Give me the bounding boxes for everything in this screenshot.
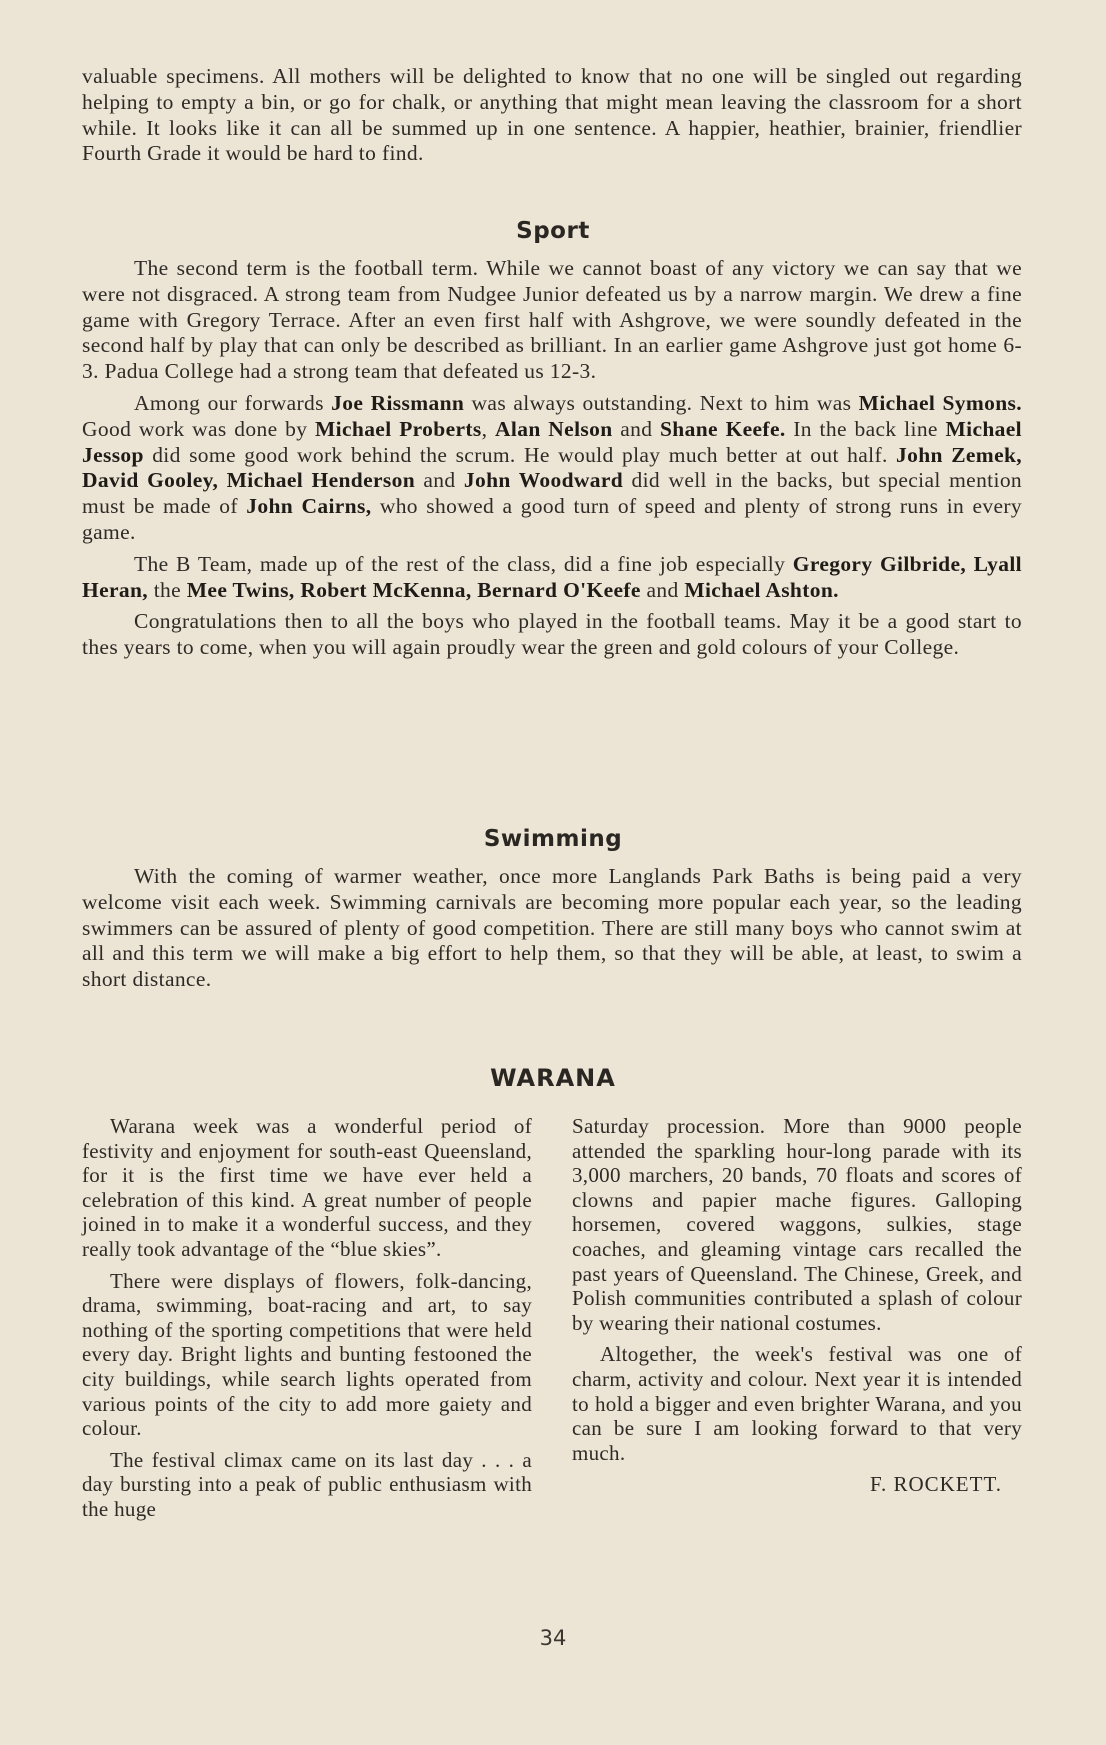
warana-paragraph-2: There were displays of flowers, folk-dancing, drama, swimming, boat-racing and art, to say nothing of the sporting competitions that were held every day. Bright lights and bunting festooned the city buildings, while search lights operated from various points of the city to add more gaiety and colour. — [82, 1268, 532, 1441]
swimming-heading: Swimming — [483, 826, 623, 852]
text-run: In the back line — [785, 416, 946, 441]
warana-paragraph-3: The festival climax came on its last day . . . a day bursting into a peak of public enthusiasm with the huge — [82, 1447, 532, 1521]
text-run: and — [415, 468, 464, 493]
sport-section — [82, 256, 1022, 667]
warana-left-column — [82, 1114, 532, 1529]
player-name: Michael Symons. — [858, 390, 1023, 415]
intro-paragraph: valuable specimens. All mothers will be delighted to know that no one will be singled out regarding helping to empty a bin, or go for chalk, or anything that might mean leaving the classroom for a short while. It looks like it can all be summed up in one sentence. A happier, heathier, brainier, friendlier Fourth Grade it would be hard to find. — [82, 64, 1022, 166]
warana-paragraph-3-continued: Saturday procession. More than 9000 people attended the sparkling hour-long parade with its 3,000 marchers, 20 bands, 70 floats and scores of clowns and papier mache figures. Galloping horsemen, covered waggons, sulkies, stage coaches, and gleaming vintage cars recalled the past years of Queensland. The Chinese, Greek, and Polish communities contributed a splash of colour by wearing their national costumes. — [572, 1114, 1022, 1335]
player-name: Michael Ashton. — [684, 577, 839, 602]
page-number: 34 — [539, 1626, 567, 1650]
text-run: did some good work behind the scrum. He would play much better at out half. — [143, 442, 897, 467]
player-name: Gregory Gilbride, Lyall Heran, — [82, 551, 1022, 602]
player-name: Alan Nelson — [495, 416, 613, 441]
player-name: Michael Jessop — [82, 416, 1022, 467]
text-run: The B Team, made up of the rest of the class, did a fine job especially — [134, 551, 793, 576]
warana-paragraph-4: Altogether, the week's festival was one of charm, activity and colour. Next year it is intended to hold a bigger and even brighter Warana, and you can be sure I am looking forward to that very much. — [572, 1342, 1022, 1465]
player-name: Shane Keefe. — [659, 416, 786, 441]
text-run: who showed a good turn of speed and plenty of strong runs in every game. — [82, 494, 1022, 544]
swimming-section — [82, 864, 1022, 999]
sport-paragraph-4: Congratulations then to all the boys who played in the football teams. May it be a good start to thes years to come, when you will again proudly wear the green and gold colours of your College. — [82, 609, 1022, 660]
text-run: and — [640, 577, 685, 602]
swimming-paragraph-1: With the coming of warmer weather, once more Langlands Park Baths is being paid a very welcome visit each week. Swimming carnivals are becoming more popular each year, so the leading swimmers can be assured of plenty of good competition. There are still many boys who cannot swim at all and this term we will make a big effort to help them, so that they will be able, at least, to swim a short distance. — [82, 864, 1022, 992]
text-run: did well in the backs, but special mention must be made of — [82, 468, 1023, 519]
player-name: John Zemek, David Gooley, Michael Henderson — [82, 442, 1022, 493]
sport-heading: Sport — [516, 218, 590, 244]
text-run: was always outstanding. Next to him was — [464, 390, 859, 415]
player-name: Mee Twins, Robert McKenna, Bernard O'Keefe — [186, 577, 641, 602]
sport-paragraph-3 — [82, 552, 1022, 604]
text-run: the — [148, 577, 187, 602]
author-signature: F. ROCKETT. — [869, 1472, 1002, 1497]
text-run: Good work was done by — [82, 416, 316, 441]
player-name: Joe Rissmann — [331, 390, 465, 415]
player-name: Michael Proberts — [315, 416, 482, 441]
sport-paragraph-1: The second term is the football term. While we cannot boast of any victory we can say that we were not disgraced. A strong team from Nudgee Junior defeated us by a narrow margin. We drew a fine game with Gregory Terrace. After an even first half with Ashgrove, we were soundly defeated in the second half by play that can only be described as brilliant. In an earlier game Ashgrove just got home 6-3. Padua College had a strong team that defeated us 12-3. — [82, 256, 1022, 384]
intro-section — [82, 64, 1022, 173]
text-run: Among our forwards — [134, 390, 332, 415]
player-name: John Woodward — [463, 468, 624, 493]
warana-heading: WARANA — [490, 1064, 616, 1092]
text-run: and — [612, 416, 660, 441]
warana-paragraph-1: Warana week was a wonderful period of festivity and enjoyment for south-east Queensland, for it is the first time we have ever held a celebration of this kind. A great number of people joined in to make it a wonderful success, and they really took advantage of the “blue skies”. — [82, 1114, 532, 1261]
sport-paragraph-2 — [82, 391, 1022, 546]
warana-right-column — [572, 1114, 1022, 1497]
text-run: , — [481, 416, 496, 441]
player-name: John Cairns, — [246, 494, 372, 519]
